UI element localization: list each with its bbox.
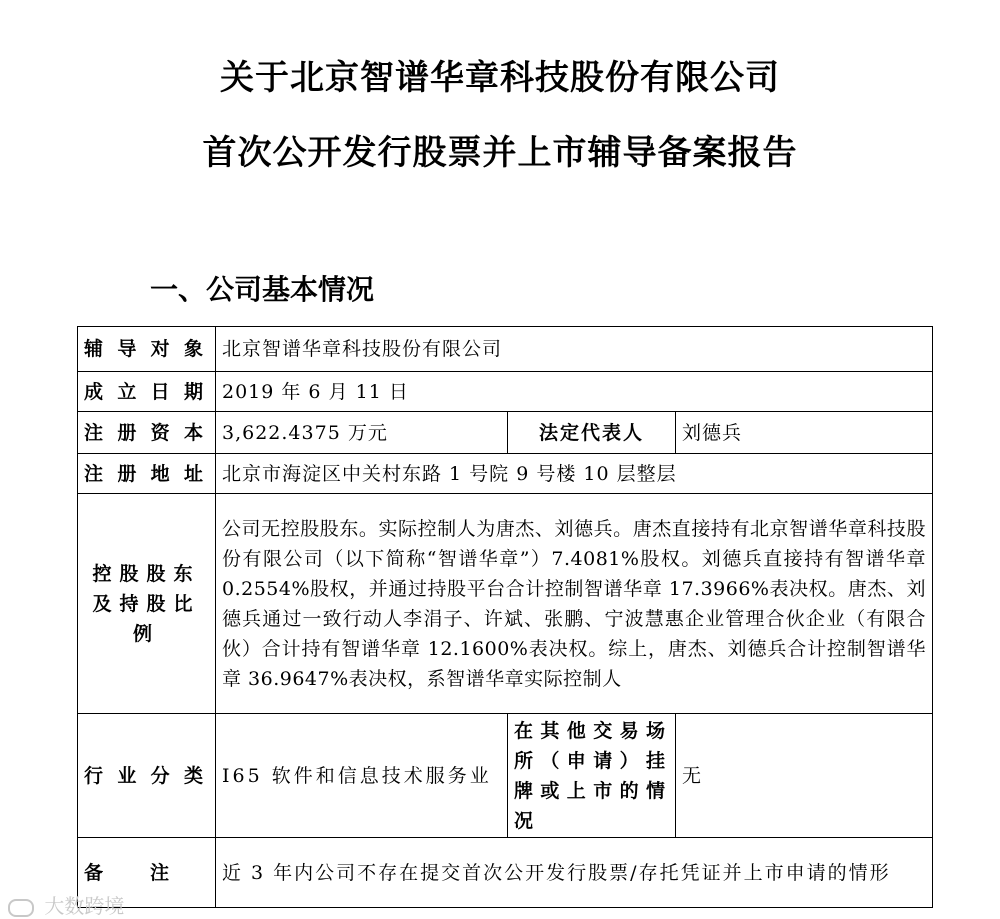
table-row bbox=[78, 412, 933, 454]
legal-rep-label: 法定代表人 bbox=[508, 412, 676, 454]
table-row bbox=[78, 372, 933, 412]
target-value: 北京智谱华章科技股份有限公司 bbox=[216, 327, 933, 372]
industry-label: 行业分类 bbox=[78, 714, 216, 838]
other-listing-value: 无 bbox=[676, 714, 933, 838]
holders-label: 控股股东及持股比例 bbox=[78, 494, 216, 714]
remarks-label: 备注 bbox=[78, 838, 216, 908]
watermark bbox=[8, 890, 124, 919]
remarks-value: 近 3 年内公司不存在提交首次公开发行股票/存托凭证并上市申请的情形 bbox=[216, 838, 933, 908]
document-title-line1: 关于北京智谱华章科技股份有限公司 bbox=[220, 58, 780, 98]
address-value: 北京市海淀区中关村东路 1 号院 9 号楼 10 层整层 bbox=[216, 454, 933, 494]
company-info-table bbox=[77, 326, 933, 908]
capital-value: 3,622.4375 万元 bbox=[216, 412, 508, 454]
address-label: 注册地址 bbox=[78, 454, 216, 494]
table-row bbox=[78, 327, 933, 372]
section-heading: 一、公司基本情况 bbox=[150, 273, 375, 306]
watermark-text: 大数跨境 bbox=[44, 894, 125, 918]
document-title-line2: 首次公开发行股票并上市辅导备案报告 bbox=[202, 133, 798, 173]
legal-rep-value: 刘德兵 bbox=[676, 412, 933, 454]
table-row bbox=[78, 838, 933, 908]
table-row bbox=[78, 454, 933, 494]
target-label: 辅导对象 bbox=[78, 327, 216, 372]
holders-value: 公司无控股股东。实际控制人为唐杰、刘德兵。唐杰直接持有北京智谱华章科技股份有限公司（以下简称“智谱华章”）7.4081%股权。刘德兵直接持有智谱华章 0.2554%股权，并通过持股平台合计控制智谱华章 17.3966%表决权。唐杰、刘德兵通过一致行动人李涓子、许斌、张鹏、宁波慧惠企业管理合伙企业（有限合伙）合计持有智谱华章 12.1600%表决权。综上，唐杰、刘德兵合计控制智谱华章 36.9647%表决权，系智谱华章实际控制人 bbox=[216, 494, 933, 714]
table-row bbox=[78, 714, 933, 838]
founded-label: 成立日期 bbox=[78, 372, 216, 412]
other-listing-label: 在其他交易场所（申请）挂牌或上市的情况 bbox=[508, 714, 676, 838]
capital-label: 注册资本 bbox=[78, 412, 216, 454]
founded-value: 2019 年 6 月 11 日 bbox=[216, 372, 933, 412]
table-row bbox=[78, 494, 933, 714]
watermark-logo-icon bbox=[8, 899, 34, 917]
industry-value: I65 软件和信息技术服务业 bbox=[216, 714, 508, 838]
